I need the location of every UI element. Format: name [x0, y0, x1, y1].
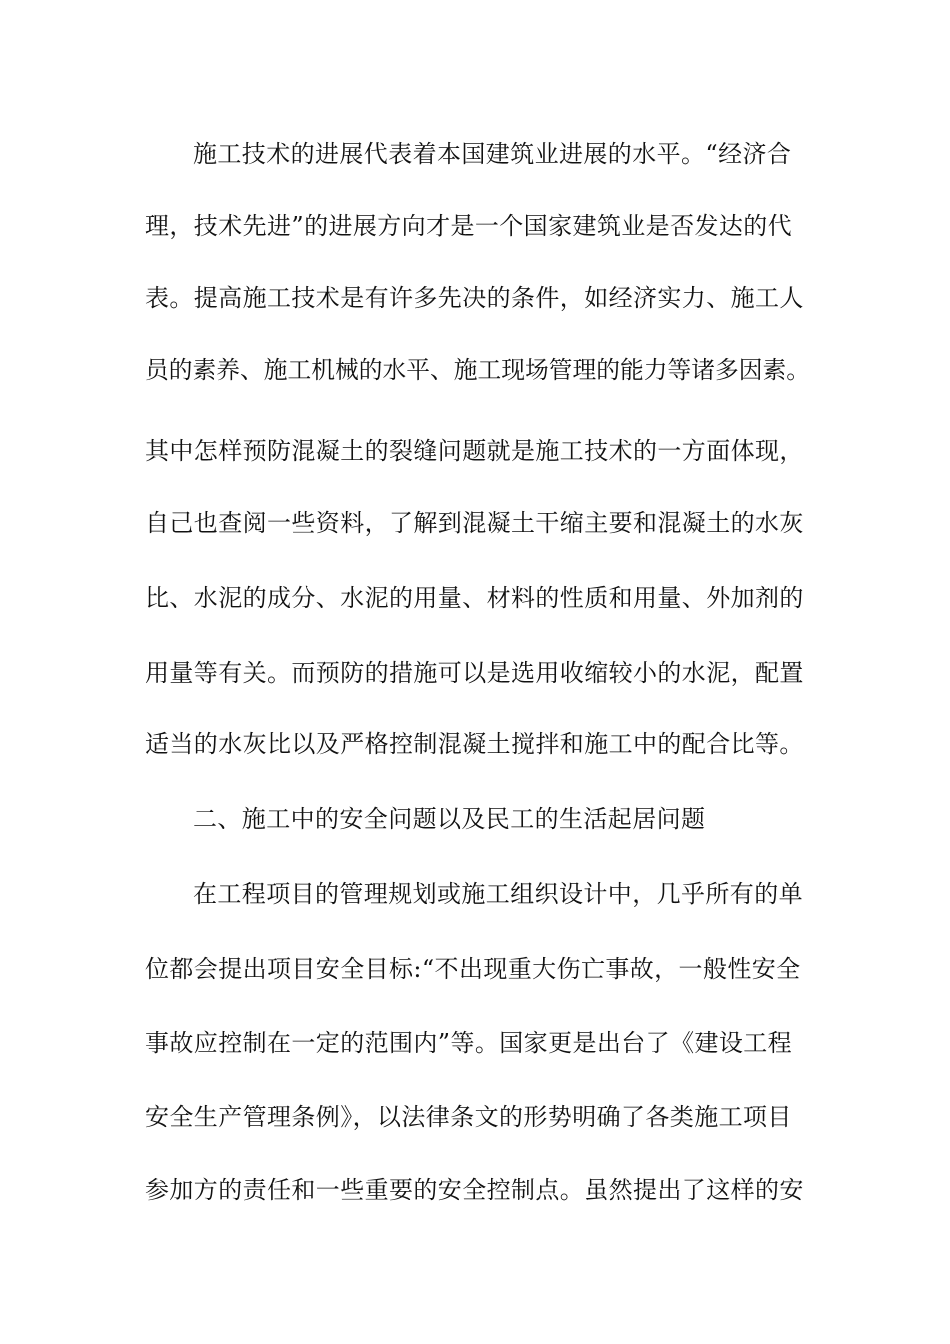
section-heading: 二、施工中的安全问题以及民工的生活起居问题 [193, 805, 706, 833]
paragraph-1-line-8: 用量等有关。而预防的措施可以是选用收缩较小的水泥，配置 [145, 659, 804, 687]
paragraph-1-line-6: 自己也查阅一些资料，了解到混凝土干缩主要和混凝土的水灰 [145, 509, 804, 537]
paragraph-1-line-7: 比、水泥的成分、水泥的用量、材料的性质和用量、外加剂的 [145, 584, 804, 612]
paragraph-2-line-4: 安全生产管理条例》，以法律条文的形势明确了各类施工项目 [145, 1103, 792, 1131]
paragraph-2-line-5: 参加方的责任和一些重要的安全控制点。虽然提出了这样的安 [145, 1176, 804, 1204]
paragraph-1-line-5: 其中怎样预防混凝土的裂缝问题就是施工技术的一方面体现， [145, 437, 804, 465]
paragraph-1-line-2: 理，技术先进”的进展方向才是一个国家建筑业是否发达的代 [145, 212, 793, 240]
paragraph-1-line-3: 表。提高施工技术是有许多先决的条件，如经济实力、施工人 [145, 284, 804, 312]
paragraph-2-line-1: 在工程项目的管理规划或施工组织设计中，几乎所有的单 [193, 880, 803, 908]
paragraph-2-line-2: 位都会提出项目安全目标:“不出现重大伤亡事故，一般性安全 [145, 955, 801, 983]
paragraph-1-line-4: 员的素养、施工机械的水平、施工现场管理的能力等诸多因素。 [145, 356, 810, 384]
paragraph-1-line-1: 施工技术的进展代表着本国建筑业进展的水平。“经济合 [193, 140, 792, 168]
paragraph-2-line-3: 事故应控制在一定的范围内”等。国家更是出台了《建设工程 [145, 1029, 793, 1057]
paragraph-1-line-9: 适当的水灰比以及严格控制混凝土搅拌和施工中的配合比等。 [145, 730, 804, 758]
